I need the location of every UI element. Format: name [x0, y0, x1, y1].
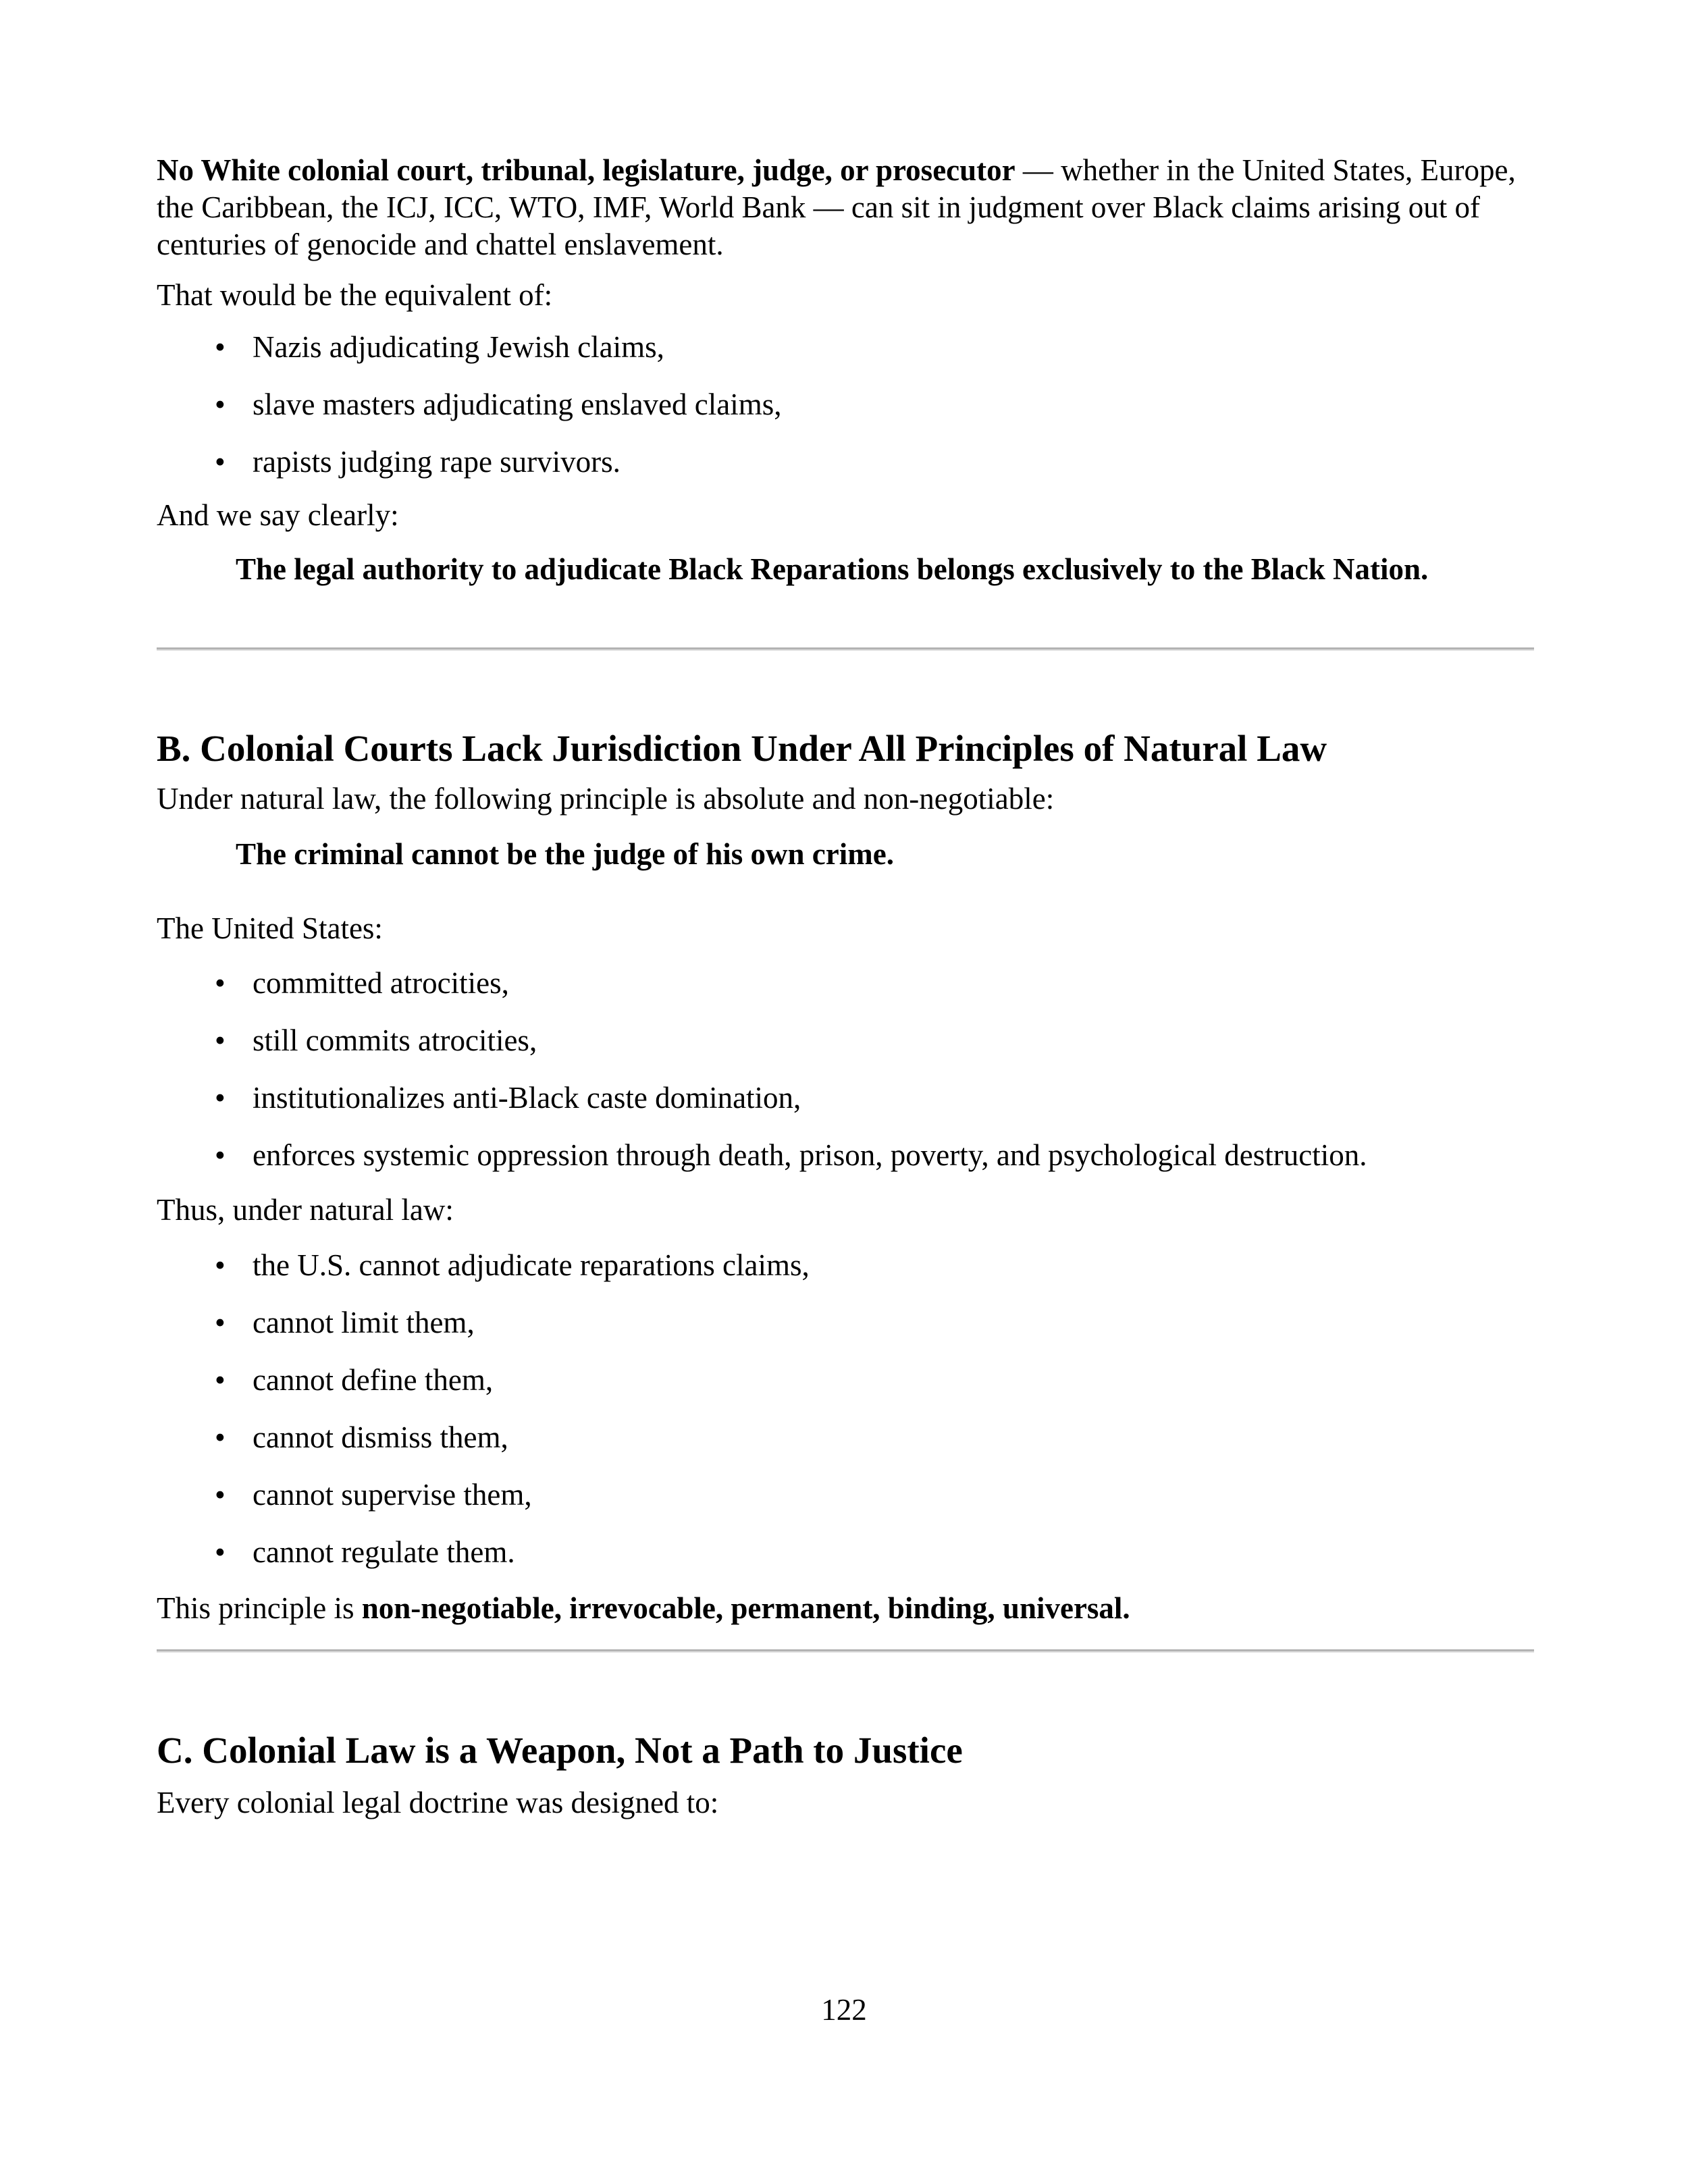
principle-statement [157, 1590, 1534, 1627]
list-item [157, 1137, 1534, 1174]
list-item-text: cannot limit them, [253, 1306, 475, 1339]
list-item [157, 1419, 1534, 1456]
list-item [157, 1534, 1534, 1571]
list-item [157, 1022, 1534, 1059]
list-item-text: Nazis adjudicating Jewish claims, [253, 330, 664, 364]
bullet-icon: • [215, 445, 226, 479]
list-item [157, 444, 1534, 481]
section-c-heading: C. Colonial Law is a Weapon, Not a Path to Justice [157, 1730, 963, 1771]
list-item [157, 1362, 1534, 1399]
principle-prefix: This principle is [157, 1591, 362, 1625]
list-item-text: cannot supervise them, [253, 1478, 532, 1512]
us-cannot-list [157, 1247, 1534, 1571]
list-item-text: cannot regulate them. [253, 1535, 515, 1569]
bullet-icon: • [215, 1306, 226, 1339]
list-item-text: cannot dismiss them, [253, 1420, 508, 1454]
list-item [157, 1080, 1534, 1117]
bullet-icon: • [215, 1535, 226, 1569]
section-b-heading: B. Colonial Courts Lack Jurisdiction Under All Principles of Natural Law [157, 728, 1327, 769]
bullet-icon: • [215, 388, 226, 421]
list-item [157, 1476, 1534, 1514]
equivalent-list [157, 329, 1534, 481]
intro-rest-text: — whether in the United States, Europe, the Caribbean, the ICJ, ICC, WTO, IMF, World Bank — can sit in judgment over Black claims arising out of centuries of genocide and chattel enslavement. [157, 153, 1516, 261]
bullet-icon: • [215, 1478, 226, 1512]
document-page [157, 152, 1534, 1821]
list-item [157, 1247, 1534, 1284]
list-item-text: the U.S. cannot adjudicate reparations claims, [253, 1248, 810, 1282]
list-item-text: enforces systemic oppression through death, prison, poverty, and psychological destruction. [253, 1138, 1367, 1172]
list-item [157, 329, 1534, 366]
equivalent-lead: That would be the equivalent of: [157, 278, 553, 312]
list-item-text: slave masters adjudicating enslaved claims, [253, 388, 782, 421]
list-item [157, 965, 1534, 1002]
bullet-icon: • [215, 1248, 226, 1282]
say-clearly-text: And we say clearly: [157, 498, 399, 532]
us-atrocities-list [157, 965, 1534, 1174]
list-item-text: still commits atrocities, [253, 1023, 537, 1057]
list-item [157, 386, 1534, 423]
section-divider [157, 647, 1534, 651]
list-item-text: committed atrocities, [253, 966, 509, 1000]
section-b-lead: Under natural law, the following principle is absolute and non-negotiable: [157, 782, 1055, 816]
list-item [157, 1304, 1534, 1341]
list-item-text: rapists judging rape survivors. [253, 445, 621, 479]
list-item-text: cannot define them, [253, 1363, 494, 1397]
principle-qualities: non-negotiable, irrevocable, permanent, binding, universal. [361, 1591, 1130, 1625]
thus-lead: Thus, under natural law: [157, 1193, 454, 1227]
intro-paragraph [157, 152, 1534, 263]
bullet-icon: • [215, 1023, 226, 1057]
section-c-lead: Every colonial legal doctrine was designed to: [157, 1786, 719, 1819]
bullet-icon: • [215, 1363, 226, 1397]
bullet-icon: • [215, 966, 226, 1000]
intro-bold-phrase: No White colonial court, tribunal, legislature, judge, or prosecutor [157, 153, 1016, 187]
united-states-lead: The United States: [157, 911, 383, 945]
callout-criminal-judge: The criminal cannot be the judge of his own crime. [236, 837, 894, 871]
callout-authority: The legal authority to adjudicate Black Reparations belongs exclusively to the Black Nation. [236, 552, 1429, 586]
list-item-text: institutionalizes anti-Black caste domination, [253, 1081, 801, 1115]
bullet-icon: • [215, 1081, 226, 1115]
section-divider [157, 1649, 1534, 1653]
page-number: 122 [821, 1993, 867, 2027]
bullet-icon: • [215, 1420, 226, 1454]
bullet-icon: • [215, 330, 226, 364]
bullet-icon: • [215, 1138, 226, 1172]
